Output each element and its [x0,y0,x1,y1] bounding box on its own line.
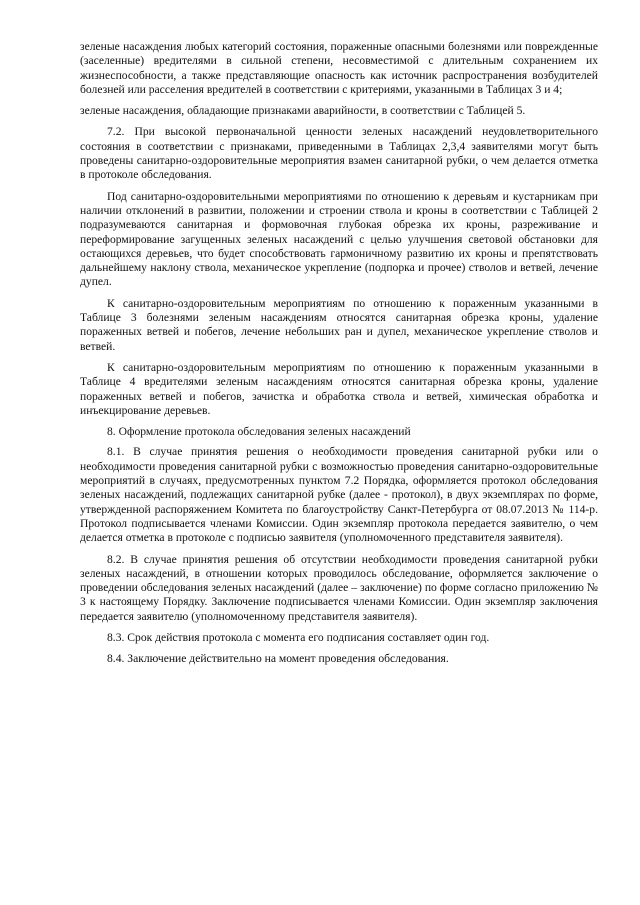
document-page [80,40,598,674]
paragraph-measures-pests: К санитарно-оздоровительным мероприятиям по отношению к пораженным указанными в Таблице 4 вредителями зеленым насаждениям относятся санитарная обрезка кроны, удаление пораженных ветвей и побегов, зачистка и обработка ствола и ветвей, химическая обработка и инъекцирование деревьев. [80,360,598,417]
paragraph-7-2: 7.2. При высокой первоначальной ценности зеленых насаждений неудовлетворительного состояния в соответствии с признаками, приведенными в Таблицах 2,3,4 заявителями могут быть проведены санитарно-оздоровительные мероприятия взамен санитарной рубки, о чем делается отметка в протоколе обследования. [80,125,598,182]
paragraph-measures-deviations: Под санитарно-оздоровительными мероприятиями по отношению к деревьям и кустарникам при наличии отклонений в развитии, положении и строении ствола и кроны в соответствии с Таблицей 2 подразумеваются санитарная и формовочная глубокая обрезка их кроны, разреживание и переформирование загущенных зеленых насаждений с целью улучшения световой обстановки для остающихся деревьев, что будет способствовать гармоничному развитию их кроны и препятствовать дальнейшему наклону ствола, механическое укрепление (подпорка и прочее) стволов и ветвей, лечение дупел. [80,189,598,289]
paragraph-measures-diseases: К санитарно-оздоровительным мероприятиям по отношению к пораженным указанными в Таблице 3 болезнями зеленым насаждениям относятся санитарная обрезка кроны, удаление пораженных ветвей и побегов, лечение небольших ран и дупел, механическое укрепление стволов и ветвей. [80,296,598,353]
paragraph-8-2: 8.2. В случае принятия решения об отсутствии необходимости проведения санитарной рубки зеленых насаждений, в отношении которых проводилось обследование, оформляется заключение о проведении обследования зеленых насаждений (далее – заключение) по форме согласно приложению № 3 к настоящему Порядку. Заключение подписывается членами Комиссии. Один экземпляр заключения передается заявителю (уполномоченному представителя заявителя). [80,552,598,623]
paragraph-emergency-trees: зеленые насаждения, обладающие признаками аварийности, в соответствии с Таблицей 5. [80,104,526,118]
section-heading-8: 8. Оформление протокола обследования зеленых насаждений [107,425,411,439]
paragraph-8-4: 8.4. Заключение действительно на момент проведения обследования. [107,652,449,666]
paragraph-8-3: 8.3. Срок действия протокола с момента его подписания составляет один год. [107,630,490,644]
paragraph-8-1: 8.1. В случае принятия решения о необходимости проведения санитарной рубки или о необходимости проведения санитарной рубки с возможностью проведения санитарно-оздоровительные мероприятий в случаях, предусмотренных пунктом 7.2 Порядка, оформляется протокол обследования зеленых насаждений, подлежащих санитарной рубке (далее - протокол), в двух экземплярах по форме, утвержденной распоряжением Комитета по благоустройству Санкт-Петербурга от 08.07.2013 № 114-р. Протокол подписывается членами Комиссии. Один экземпляр протокола передается заявителю, о чем делается отметка в протоколе с подписью заявителя (уполномоченного представителя заявителя). [80,445,598,545]
paragraph-continuation-diseased: зеленые насаждения любых категорий состояния, пораженные опасными болезнями или поврежденные (заселенные) вредителями в сильной степени, несовместимой с длительным сохранением их жизнеспособности, а также представляющие опасность как источник распространения возбудителей болезней или расселения вредителей в соответствии с критериями, указанными в Таблицах 3 и 4; [80,40,598,96]
